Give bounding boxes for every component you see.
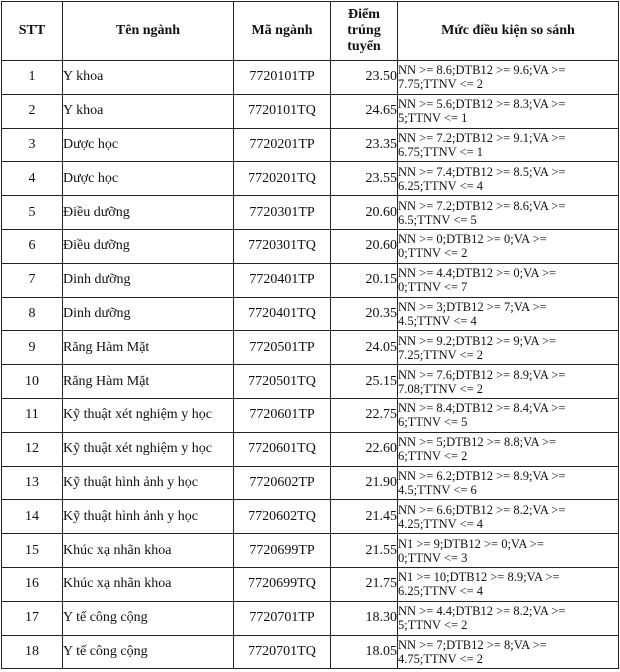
row-major-code: 7720701TQ: [234, 635, 331, 669]
row-major-name: Khúc xạ nhãn khoa: [63, 567, 234, 601]
row-comparison-condition: [398, 432, 619, 466]
row-stt: 15: [2, 534, 63, 568]
condition-line-1: NN >= 4.4;DTB12 >= 8.2;VA >=: [398, 604, 566, 619]
condition-line-1: NN >= 9.2;DTB12 >= 9;VA >=: [398, 333, 557, 348]
row-comparison-condition: [398, 635, 619, 669]
row-major-code: 7720201TP: [234, 128, 331, 162]
header-major-code: Mã ngành: [234, 2, 331, 61]
row-comparison-condition: [398, 61, 619, 95]
row-stt: 13: [2, 466, 63, 500]
row-admission-score: 20.35: [331, 297, 398, 331]
row-stt: 17: [2, 601, 63, 635]
row-comparison-condition: [398, 162, 619, 196]
row-major-name: Khúc xạ nhãn khoa: [63, 534, 234, 568]
condition-line-2: 4.25;TTNV <= 4: [398, 516, 484, 531]
row-major-name: Điều dưỡng: [63, 196, 234, 230]
row-comparison-condition: [398, 229, 619, 263]
row-major-code: 7720601TQ: [234, 432, 331, 466]
row-stt: 11: [2, 398, 63, 432]
row-major-code: 7720701TP: [234, 601, 331, 635]
condition-line-2: 7.75;TTNV <= 2: [398, 77, 484, 92]
condition-line-1: NN >= 7.6;DTB12 >= 8.9;VA >=: [398, 367, 566, 382]
table-row: [2, 297, 619, 331]
row-major-code: 7720501TP: [234, 331, 331, 365]
row-major-name: Dược học: [63, 162, 234, 196]
row-comparison-condition: [398, 534, 619, 568]
row-major-code: 7720101TP: [234, 61, 331, 95]
condition-line-2: 7.25;TTNV <= 2: [398, 347, 484, 362]
condition-line-1: NN >= 5.6;DTB12 >= 8.3;VA >=: [398, 97, 566, 112]
table-row: [2, 534, 619, 568]
table-row: [2, 466, 619, 500]
row-admission-score: 25.15: [331, 365, 398, 399]
condition-line-2: 6;TTNV <= 5: [398, 415, 468, 430]
row-admission-score: 23.35: [331, 128, 398, 162]
condition-line-2: 6.75;TTNV <= 1: [398, 144, 484, 159]
header-admission-score: [331, 2, 398, 61]
row-admission-score: 20.60: [331, 229, 398, 263]
row-major-code: 7720699TP: [234, 534, 331, 568]
condition-line-2: 0;TTNV <= 3: [398, 550, 468, 565]
row-comparison-condition: [398, 94, 619, 128]
row-admission-score: 23.50: [331, 61, 398, 95]
condition-line-1: NN >= 7.4;DTB12 >= 8.5;VA >=: [398, 164, 566, 179]
row-major-name: Răng Hàm Mặt: [63, 365, 234, 399]
row-comparison-condition: [398, 297, 619, 331]
table-row: [2, 61, 619, 95]
table-row: [2, 398, 619, 432]
row-comparison-condition: [398, 466, 619, 500]
row-major-name: Y khoa: [63, 61, 234, 95]
row-comparison-condition: [398, 331, 619, 365]
condition-line-2: 6.5;TTNV <= 5: [398, 212, 477, 227]
row-major-name: Kỹ thuật hình ảnh y học: [63, 500, 234, 534]
row-admission-score: 21.45: [331, 500, 398, 534]
condition-line-1: NN >= 4.4;DTB12 >= 0;VA >=: [398, 266, 557, 281]
row-stt: 9: [2, 331, 63, 365]
header-score-line-2: trúng: [347, 23, 381, 38]
row-stt: 8: [2, 297, 63, 331]
header-score-line-1: Điểm: [348, 7, 380, 22]
condition-line-1: NN >= 3;DTB12 >= 7;VA >=: [398, 299, 547, 314]
row-comparison-condition: [398, 365, 619, 399]
condition-line-1: NN >= 8.4;DTB12 >= 8.4;VA >=: [398, 401, 566, 416]
row-major-code: 7720401TP: [234, 263, 331, 297]
condition-line-2: 5;TTNV <= 2: [398, 618, 468, 633]
row-comparison-condition: [398, 601, 619, 635]
condition-line-1: NN >= 7.2;DTB12 >= 9.1;VA >=: [398, 130, 566, 145]
row-major-name: Răng Hàm Mặt: [63, 331, 234, 365]
row-comparison-condition: [398, 500, 619, 534]
row-admission-score: 18.05: [331, 635, 398, 669]
row-admission-score: 20.60: [331, 196, 398, 230]
table-row: [2, 601, 619, 635]
row-stt: 7: [2, 263, 63, 297]
row-comparison-condition: [398, 263, 619, 297]
row-major-name: Y tế công cộng: [63, 635, 234, 669]
row-admission-score: 23.55: [331, 162, 398, 196]
row-admission-score: 21.90: [331, 466, 398, 500]
row-stt: 18: [2, 635, 63, 669]
condition-line-1: N1 >= 9;DTB12 >= 0;VA >=: [398, 536, 544, 551]
row-comparison-condition: [398, 128, 619, 162]
row-comparison-condition: [398, 196, 619, 230]
row-comparison-condition: [398, 398, 619, 432]
row-major-name: Kỹ thuật xét nghiệm y học: [63, 432, 234, 466]
row-major-code: 7720602TQ: [234, 500, 331, 534]
row-admission-score: 18.30: [331, 601, 398, 635]
row-major-code: 7720301TP: [234, 196, 331, 230]
row-major-code: 7720601TP: [234, 398, 331, 432]
condition-line-1: N1 >= 10;DTB12 >= 8.9;VA >=: [398, 570, 560, 585]
condition-line-2: 0;TTNV <= 7: [398, 280, 468, 295]
row-major-code: 7720501TQ: [234, 365, 331, 399]
row-stt: 16: [2, 567, 63, 601]
table-body: [2, 61, 619, 669]
row-major-name: Kỹ thuật xét nghiệm y học: [63, 398, 234, 432]
condition-line-1: NN >= 0;DTB12 >= 0;VA >=: [398, 232, 547, 247]
table-row: [2, 162, 619, 196]
row-major-code: 7720602TP: [234, 466, 331, 500]
row-admission-score: 24.05: [331, 331, 398, 365]
table-row: [2, 229, 619, 263]
row-major-code: 7720101TQ: [234, 94, 331, 128]
condition-line-2: 4.5;TTNV <= 4: [398, 313, 477, 328]
row-major-name: Y tế công cộng: [63, 601, 234, 635]
row-major-name: Kỹ thuật hình ảnh y học: [63, 466, 234, 500]
row-stt: 12: [2, 432, 63, 466]
row-major-code: 7720699TQ: [234, 567, 331, 601]
table-row: [2, 432, 619, 466]
condition-line-1: NN >= 8.6;DTB12 >= 9.6;VA >=: [398, 63, 566, 78]
row-admission-score: 22.60: [331, 432, 398, 466]
table-row: [2, 331, 619, 365]
condition-line-2: 0;TTNV <= 2: [398, 246, 468, 261]
row-comparison-condition: [398, 567, 619, 601]
row-major-name: Dinh dưỡng: [63, 263, 234, 297]
table-row: [2, 94, 619, 128]
condition-line-1: NN >= 5;DTB12 >= 8.8;VA >=: [398, 435, 557, 450]
condition-line-2: 6.25;TTNV <= 4: [398, 178, 484, 193]
condition-line-2: 4.75;TTNV <= 2: [398, 651, 484, 666]
header-stt: STT: [2, 2, 63, 61]
row-major-name: Điều dưỡng: [63, 229, 234, 263]
condition-line-1: NN >= 6.2;DTB12 >= 8.9;VA >=: [398, 468, 566, 483]
table-row: [2, 635, 619, 669]
row-admission-score: 24.65: [331, 94, 398, 128]
row-stt: 4: [2, 162, 63, 196]
table-row: [2, 196, 619, 230]
header-row: [2, 2, 619, 61]
row-stt: 14: [2, 500, 63, 534]
row-major-name: Dược học: [63, 128, 234, 162]
row-stt: 6: [2, 229, 63, 263]
row-stt: 1: [2, 61, 63, 95]
row-admission-score: 21.75: [331, 567, 398, 601]
condition-line-2: 7.08;TTNV <= 2: [398, 381, 484, 396]
admission-score-table: [1, 1, 619, 669]
row-major-code: 7720201TQ: [234, 162, 331, 196]
row-major-code: 7720401TQ: [234, 297, 331, 331]
row-major-code: 7720301TQ: [234, 229, 331, 263]
row-major-name: Dinh dưỡng: [63, 297, 234, 331]
row-stt: 10: [2, 365, 63, 399]
row-major-name: Y khoa: [63, 94, 234, 128]
header-major-name: Tên ngành: [63, 2, 234, 61]
condition-line-2: 4.5;TTNV <= 6: [398, 482, 477, 497]
condition-line-1: NN >= 6.6;DTB12 >= 8.2;VA >=: [398, 502, 566, 517]
row-stt: 5: [2, 196, 63, 230]
condition-line-1: NN >= 7.2;DTB12 >= 8.6;VA >=: [398, 198, 566, 213]
table-row: [2, 263, 619, 297]
header-comparison-condition: Mức điều kiện so sánh: [398, 2, 619, 61]
table-row: [2, 567, 619, 601]
row-admission-score: 22.75: [331, 398, 398, 432]
header-score-line-3: tuyển: [347, 39, 381, 54]
table-row: [2, 365, 619, 399]
condition-line-2: 6.25;TTNV <= 4: [398, 584, 484, 599]
table-row: [2, 128, 619, 162]
row-admission-score: 20.15: [331, 263, 398, 297]
condition-line-2: 6;TTNV <= 2: [398, 449, 468, 464]
row-admission-score: 21.55: [331, 534, 398, 568]
row-stt: 3: [2, 128, 63, 162]
row-stt: 2: [2, 94, 63, 128]
condition-line-1: NN >= 7;DTB12 >= 8;VA >=: [398, 637, 547, 652]
condition-line-2: 5;TTNV <= 1: [398, 111, 468, 126]
table-row: [2, 500, 619, 534]
